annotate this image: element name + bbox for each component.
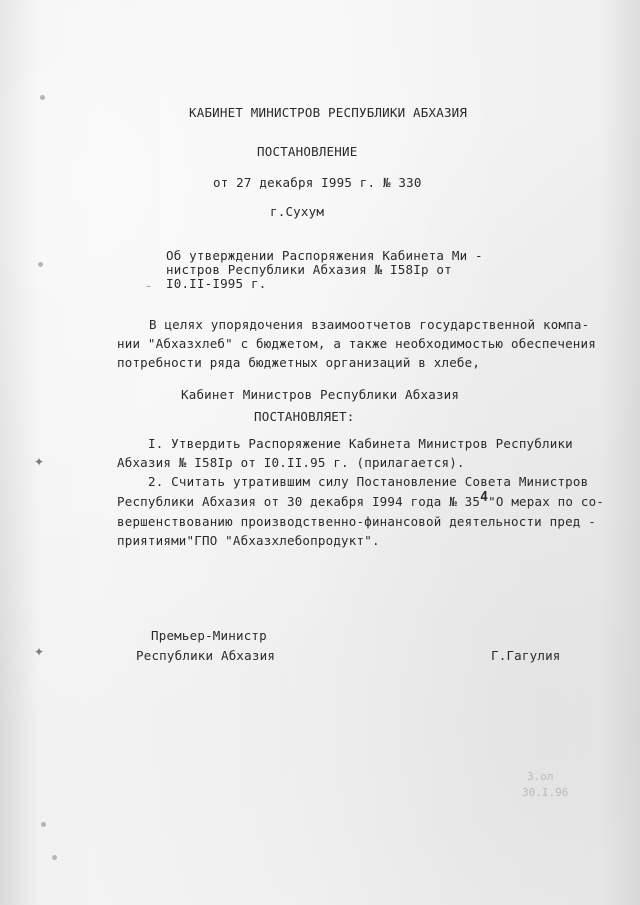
punch-hole xyxy=(38,262,43,267)
subject-line: Об утверждении Распоряжения Кабинета Ми - xyxy=(166,248,483,263)
handwritten-correction: 4 xyxy=(480,490,489,505)
item-2-text: "О мерах по со- xyxy=(488,494,605,509)
item-2-line xyxy=(117,490,605,509)
subject-line: I0.II-I995 г. xyxy=(166,276,267,291)
organization-title: КАБИНЕТ МИНИСТРОВ РЕСПУБЛИКИ АБХАЗИЯ xyxy=(189,105,468,120)
preamble-line: потребности ряда бюджетных организаций в хлебе, xyxy=(117,355,481,370)
item-1-line: Абхазия № I58Iр от I0.II.95 г. (прилагается). xyxy=(117,455,465,470)
document-type: ПОСТАНОВЛЕНИЕ xyxy=(257,144,358,159)
signatory-name: Г.Гагулия xyxy=(491,648,561,663)
signatory-title: Премьер-Министр xyxy=(151,628,267,643)
preamble-line: нии "Абхазхлеб" с бюджетом, а также необходимостью обеспечения xyxy=(117,336,596,351)
faint-stamp: 30.I.96 xyxy=(522,786,569,799)
punch-hole xyxy=(52,855,57,860)
city: г.Сухум xyxy=(270,204,325,219)
issuer: Кабинет Министров Республики Абхазия xyxy=(181,387,460,402)
item-2-line: 2. Считать утратившим силу Постановление Совета Министров xyxy=(148,474,589,489)
item-1-line: I. Утвердить Распоряжение Кабинета Министров Республики xyxy=(148,436,573,451)
date-and-number: от 27 декабря I995 г. № 330 xyxy=(213,175,422,190)
signatory-title: Республики Абхазия xyxy=(136,648,276,663)
margin-mark: ✦ xyxy=(34,455,45,469)
punch-hole xyxy=(41,822,46,827)
item-2-line: вершенствованию производственно-финансовой деятельности пред - xyxy=(117,514,596,529)
faint-stamp: 3.ол xyxy=(527,770,554,783)
margin-mark: ✦ xyxy=(34,645,45,659)
item-2-text: Республики Абхазия от 30 декабря I994 года № 35 xyxy=(117,494,481,509)
stray-mark: – xyxy=(146,281,151,292)
punch-hole xyxy=(40,95,45,100)
decree-verb: ПОСТАНОВЛЯЕТ: xyxy=(254,409,355,424)
preamble-line: В целях упорядочения взаимоотчетов государственной компа- xyxy=(149,317,590,332)
item-2-line: приятиями"ГПО "Абхазхлебопродукт". xyxy=(117,533,380,548)
subject-line: нистров Республики Абхазия № I58Iр от xyxy=(166,262,452,277)
